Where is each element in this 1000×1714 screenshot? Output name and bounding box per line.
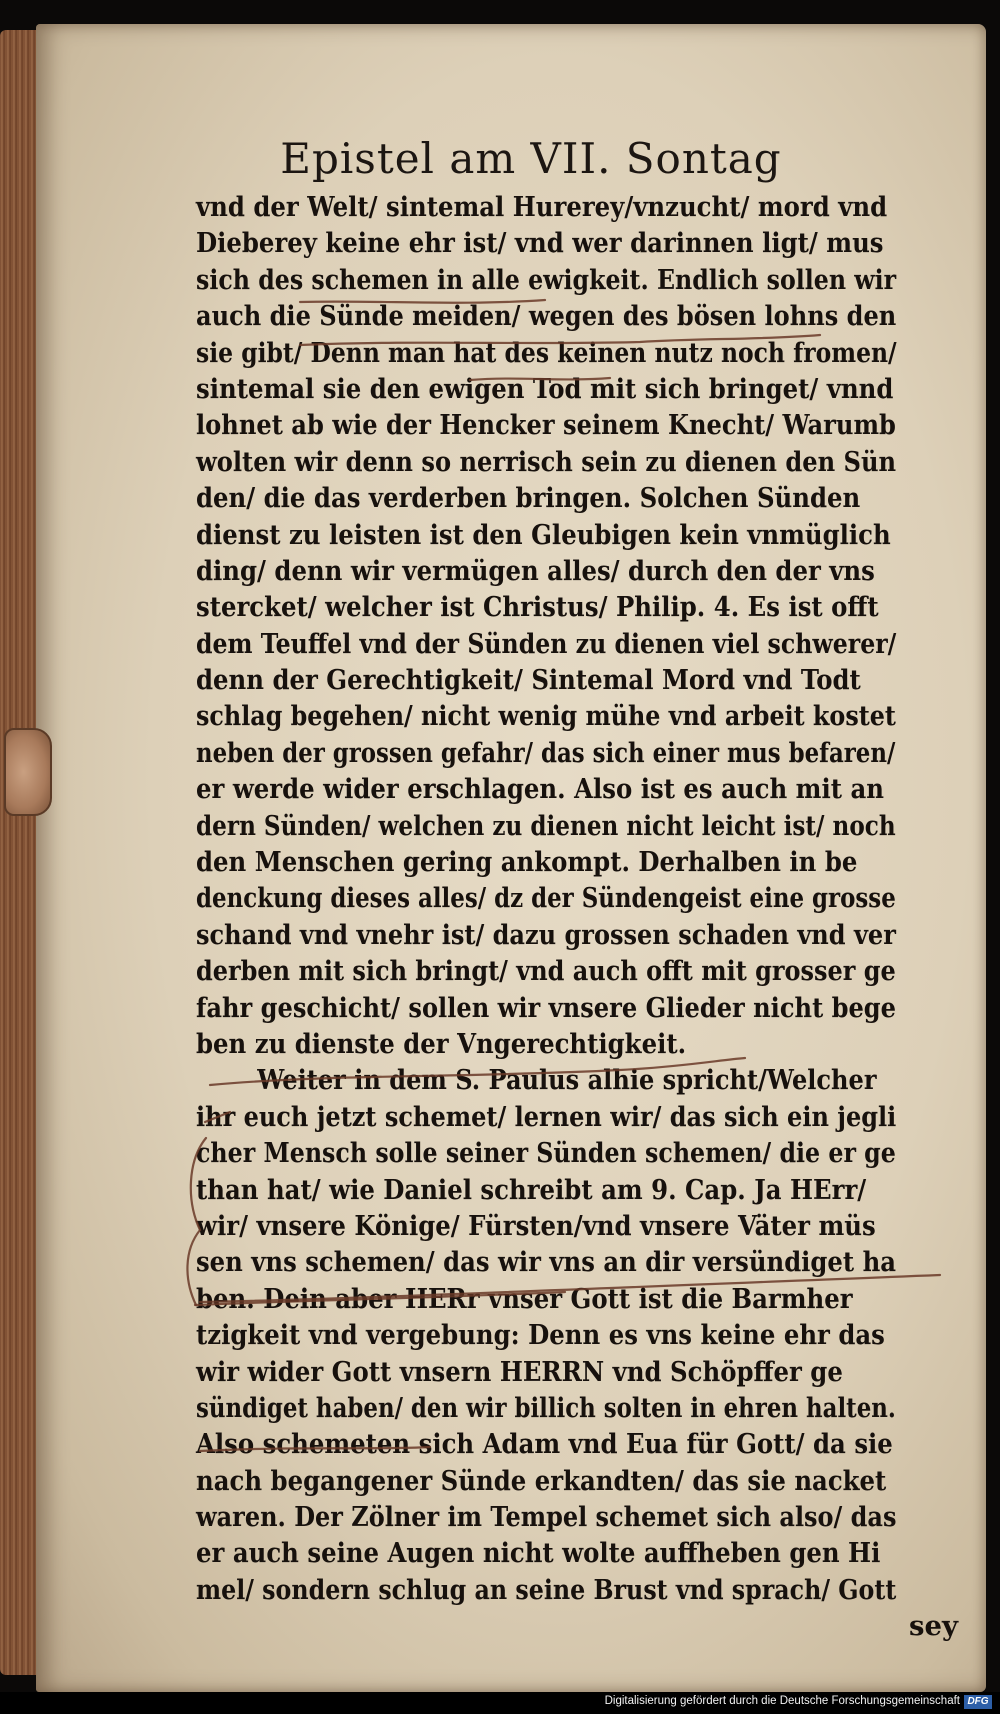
text-line: mel/ sondern schlug an seine Brust vnd sprach/ Gott: [196, 1573, 897, 1606]
text-line: dienst zu leisten ist den Gleubigen kein vnmüglich: [196, 518, 891, 551]
book-fore-edge: [0, 30, 38, 1675]
body-text: [196, 189, 986, 1645]
text-line: sich des schemen in alle ewigkeit. Endlich sollen wir: [196, 263, 897, 296]
text-line: Also schemeten sich Adam vnd Eua für Gott/ da sie: [196, 1428, 893, 1461]
text-line: tzigkeit vnd vergebung: Denn es vns keine ehr das: [196, 1319, 885, 1352]
text-line: sie gibt/ Denn man hat des keinen nutz noch fromen/: [196, 336, 897, 369]
dfg-credit: Digitalisierung gefördert durch die Deutsche Forschungsgemeinschaft: [604, 1695, 960, 1707]
text-line: ihr euch jetzt schemet/ lernen wir/ das sich ein jegli: [196, 1100, 897, 1133]
text-line: dem Teuffel vnd der Sünden zu dienen viel schwerer/: [196, 627, 897, 660]
text-line: schlag begehen/ nicht wenig mühe vnd arbeit kostet: [196, 700, 896, 733]
text-line: Dieberey keine ehr ist/ vnd wer darinnen ligt/ mus: [196, 227, 884, 260]
text-line: sintemal sie den ewigen Tod mit sich bringet/ vnnd: [196, 372, 894, 405]
text-line: stercket/ welcher ist Christus/ Philip. 4. Es ist offt: [196, 591, 879, 624]
text-line: denn der Gerechtigkeit/ Sintemal Mord vnd Todt: [196, 664, 861, 697]
text-line: neben der grossen gefahr/ das sich einer mus befaren/: [196, 736, 896, 769]
text-line: cher Mensch solle seiner Sünden schemen/ die er ge: [196, 1137, 896, 1170]
text-line: derben mit sich bringt/ vnd auch offt mit grosser ge: [196, 955, 896, 988]
text-line: ben. Dein aber HERr vnser Gott ist die Barmher: [196, 1282, 853, 1315]
text-line: sen vns schemen/ das wir vns an dir versündiget ha: [196, 1246, 897, 1279]
text-line: waren. Der Zölner im Tempel schemet sich also/ das: [196, 1501, 897, 1534]
running-header: Epistel am VII. Sontag: [280, 134, 782, 183]
text-line: auch die Sünde meiden/ wegen des bösen lohns den: [196, 300, 897, 333]
text-line: fahr geschicht/ sollen wir vnsere Glieder nicht bege: [196, 991, 897, 1024]
text-line: denckung dieses alles/ dz der Sündengeist eine grosse: [196, 882, 896, 915]
text-line: schand vnd vnehr ist/ dazu grossen schaden vnd ver: [196, 918, 896, 951]
text-line: than hat/ wie Daniel schreibt am 9. Cap. Ja HErr/: [196, 1173, 867, 1206]
text-line: lohnet ab wie der Hencker seinem Knecht/ Warumb: [196, 409, 896, 442]
catchword: sey: [909, 1610, 958, 1643]
text-line: nach begangener Sünde erkandten/ das sie nacket: [196, 1464, 887, 1497]
text-line: den Menschen gering ankompt. Derhalben in be: [196, 846, 858, 879]
book-clasp: [4, 728, 52, 816]
text-line: wolten wir denn so nerrisch sein zu dienen den Sün: [196, 445, 897, 478]
text-line: er auch seine Augen nicht wolte auffheben gen Hi: [196, 1537, 881, 1570]
text-line: wir wider Gott vnsern HERRN vnd Schöpffer ge: [196, 1355, 843, 1388]
text-line: dern Sünden/ welchen zu dienen nicht leicht ist/ noch: [196, 809, 896, 842]
text-line: den/ die das verderben bringen. Solchen Sünden: [196, 482, 861, 515]
book-page: [36, 24, 986, 1692]
text-line: ding/ denn wir vermügen alles/ durch den der vns: [196, 554, 875, 587]
dfg-logo: DFG: [964, 1695, 992, 1709]
text-line: ben zu dienste der Vngerechtigkeit.: [196, 1027, 687, 1060]
text-line: sündiget haben/ den wir billich solten in ehren halten.: [196, 1391, 896, 1424]
text-line: wir/ vnsere Könige/ Fürsten/vnd vnsere Väter müs: [196, 1209, 876, 1242]
text-line: Weiter in dem S. Paulus alhie spricht/Welcher: [257, 1064, 877, 1097]
text-line: er werde wider erschlagen. Also ist es auch mit an: [196, 773, 884, 806]
text-line: vnd der Welt/ sintemal Hurerey/vnzucht/ mord vnd: [196, 191, 888, 223]
